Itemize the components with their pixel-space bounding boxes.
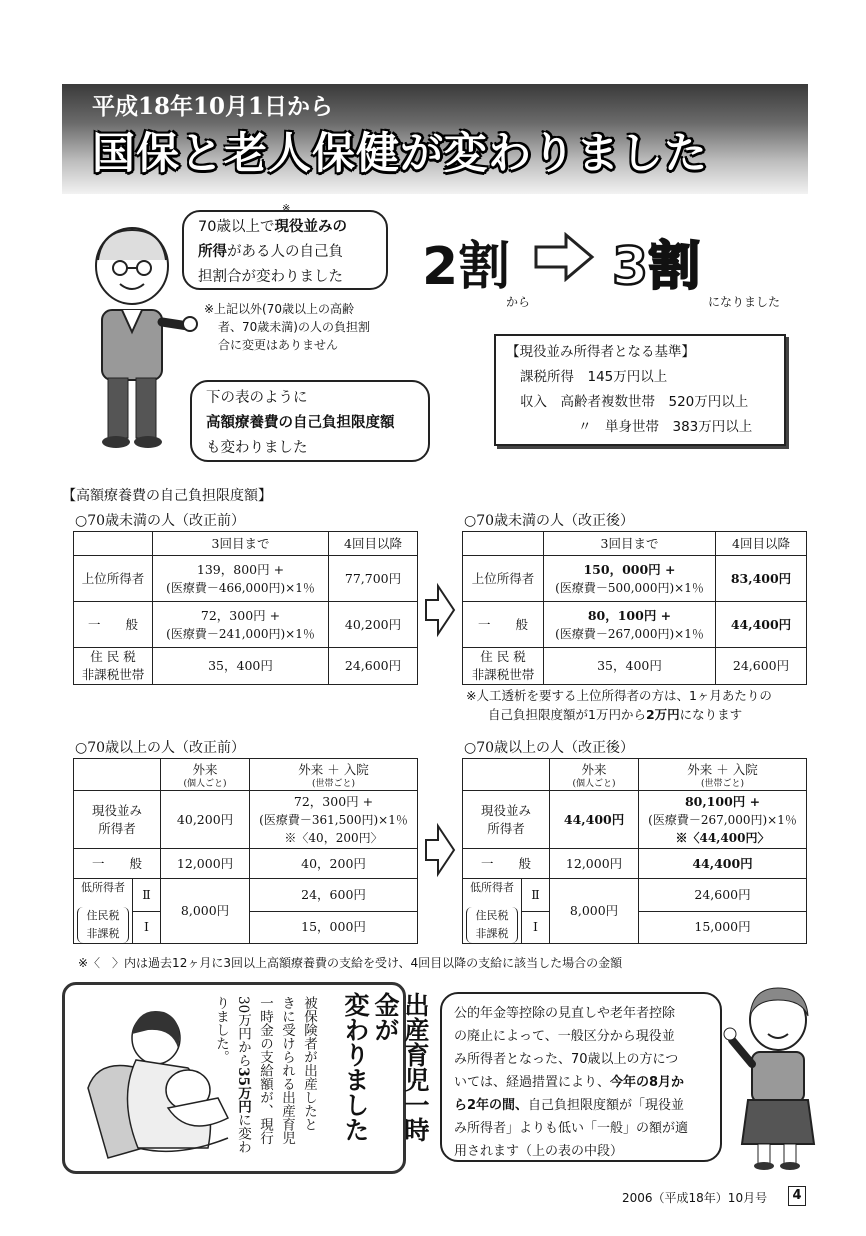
- table-header: 外来: [581, 761, 607, 777]
- table-footnote: ※〈 〉内は過去12ヶ月に3回以上高額療養費の支給を受け、4回目以降の支給に該当した場合の金額: [78, 956, 623, 970]
- cell: 8,000円: [161, 879, 250, 944]
- speech-bubble-table: [190, 380, 430, 462]
- bubble3-text: 今年の8月か: [610, 1075, 685, 1090]
- speech-bubble-transitional: [440, 992, 722, 1162]
- childbirth-text-col: 一時金の支給額が、現行: [257, 996, 273, 1145]
- row-label: 住 民 税: [480, 649, 526, 664]
- cell: 80，100円 +: [587, 607, 672, 623]
- note-other-ages: [204, 300, 370, 354]
- cell: 40,200円: [329, 602, 418, 648]
- cell: 77,700円: [329, 556, 418, 602]
- childbirth-text: 35万円: [235, 1067, 251, 1113]
- criteria-value: 383万円以上: [672, 419, 753, 435]
- ratio-from: 2割: [422, 237, 511, 297]
- note-line: 合に変更はありません: [218, 338, 339, 352]
- cell: 8,000円: [550, 879, 639, 944]
- table-over70-before: [73, 758, 418, 944]
- speech-bubble-ratio: [182, 210, 388, 290]
- table-caption-over70-before: ○70歳以上の人（改正前）: [75, 740, 246, 756]
- row-label: Ⅱ: [522, 879, 550, 912]
- cell: (医療費－241,000円)×1％: [166, 626, 315, 641]
- bubble3-line: 用されます（上の表の中段）: [454, 1144, 624, 1159]
- row-label: 現役並み: [92, 802, 143, 818]
- bubble1-text-b: 現役並みの: [274, 219, 347, 235]
- cell: (医療費－361,500円)×1％: [259, 812, 408, 827]
- row-label: 所得者: [98, 820, 136, 836]
- criteria-label: 〃: [578, 419, 592, 435]
- row-label: Ⅰ: [133, 911, 161, 944]
- table-header: (世帯ごと): [701, 778, 745, 789]
- bubble3-line: の廃止によって、一般区分から現役並: [454, 1029, 675, 1044]
- cell: 15，000円: [250, 911, 418, 944]
- row-label: Ⅱ: [133, 879, 161, 912]
- table-header: 3回目まで: [153, 532, 329, 556]
- row-label: 一 般: [463, 849, 550, 879]
- page-title: 国保と老人保健が変わりました: [92, 129, 708, 179]
- row-label: 非課税世帯: [81, 667, 145, 682]
- table-header: 3回目まで: [544, 532, 716, 556]
- cell: 12,000円: [161, 849, 250, 879]
- note-mark: ※: [282, 203, 291, 214]
- bubble1-text-a: 70歳以上で: [198, 219, 275, 235]
- cell: (医療費－466,000円)×1％: [166, 580, 315, 595]
- row-label: 非課税: [86, 927, 120, 940]
- row-label: 上位所得者: [74, 556, 153, 602]
- row-label: 非課税: [475, 927, 509, 940]
- criteria-label: 収入: [520, 394, 547, 410]
- row-label: 一 般: [463, 602, 544, 648]
- ratio-from-caption: から: [506, 295, 531, 309]
- criteria-sub: 高齢者複数世帯: [560, 394, 655, 410]
- table-header: 外来 ＋ 入院: [298, 761, 369, 777]
- cell: 24,600円: [716, 648, 807, 685]
- cell: (医療費－267,000円)×1％: [555, 626, 704, 641]
- row-label: 住民税: [86, 909, 120, 922]
- ratio-to: 3割: [612, 237, 701, 297]
- cell: 35，400円: [544, 648, 716, 685]
- childbirth-text: 30万円から: [235, 996, 251, 1068]
- table-under70-before: [73, 531, 418, 685]
- arrow-right-icon: [424, 582, 456, 638]
- childbirth-text-col: きに受けられる出産育児: [279, 996, 295, 1145]
- header-subtitle: 平成18年10月1日から: [92, 93, 334, 120]
- cell: (医療費－500,000円)×1％: [555, 580, 704, 595]
- note-line: 者、70歳未満)の人の負担割: [218, 320, 370, 334]
- bubble1-text-e: 担割合が変わりました: [198, 269, 343, 285]
- criteria-sub: 単身世帯: [605, 419, 659, 435]
- cell: 24，600円: [250, 879, 418, 912]
- table-header: (個人ごと): [572, 778, 616, 789]
- row-label: 非課税世帯: [471, 667, 535, 682]
- childbirth-title: [340, 992, 430, 1162]
- criteria-label: 課税所得: [520, 369, 574, 385]
- table-header: 外来: [192, 761, 218, 777]
- cell: 15,000円: [639, 911, 807, 944]
- table-header: 4回目以降: [329, 532, 418, 556]
- ratio-to-caption: になりました: [708, 295, 781, 309]
- arrow-right-icon: [534, 232, 596, 282]
- bubble3-text: 自己負担限度額が「現役並: [528, 1098, 685, 1113]
- bubble3-line: み所得者となった、70歳以上の方につ: [454, 1052, 679, 1067]
- bubble1-text-c: 所得: [198, 244, 227, 260]
- table-header: 外来 ＋ 入院: [687, 761, 758, 777]
- note-text: 2万円: [645, 707, 680, 722]
- row-label: 住民税: [475, 909, 509, 922]
- cell: 80,100円 +: [684, 793, 761, 809]
- criteria-value: 520万円以上: [668, 394, 749, 410]
- childbirth-text: に変わ: [235, 1112, 251, 1154]
- childbirth-text-col: りました。: [213, 996, 229, 1064]
- row-label: 低所得者: [81, 881, 125, 894]
- criteria-box: [494, 334, 786, 446]
- arrow-right-icon: [424, 822, 456, 878]
- cell: ※〈44,400円〉: [675, 830, 770, 845]
- bubble2-text-c: も変わりました: [206, 440, 308, 456]
- table-header: (世帯ごと): [312, 778, 356, 789]
- cell: ※〈40，200円〉: [284, 830, 383, 845]
- issue-label: 2006（平成18年）10月号: [622, 1191, 768, 1205]
- childbirth-title-line: 出産育児一時金が: [371, 992, 430, 1142]
- row-label: 所得者: [487, 820, 525, 836]
- note-text: になります: [679, 707, 743, 722]
- bubble3-text: ら2年の間、: [454, 1098, 529, 1113]
- table-over70-after: [462, 758, 807, 944]
- table-header: (個人ごと): [183, 778, 227, 789]
- row-label: 現役並み: [481, 802, 532, 818]
- cell: 83,400円: [716, 556, 807, 602]
- cell: 44,400円: [639, 849, 807, 879]
- row-label: 一 般: [74, 849, 161, 879]
- table-caption-over70-after: ○70歳以上の人（改正後）: [464, 740, 635, 756]
- childbirth-text-col: 被保険者が出産したと: [301, 996, 317, 1131]
- cell: 139，800円 +: [196, 561, 285, 577]
- cell: 150，000円 +: [583, 561, 676, 577]
- table-caption-under70-after: ○70歳未満の人（改正後）: [464, 513, 635, 529]
- cell: 44,400円: [716, 602, 807, 648]
- bubble1-text-d: がある人の自己負: [227, 244, 343, 260]
- cell: 24,600円: [639, 879, 807, 912]
- bubble2-text-a: 下の表のように: [206, 390, 308, 406]
- cell: 40，200円: [250, 849, 418, 879]
- cell: (医療費－267,000円)×1％: [648, 812, 797, 827]
- childbirth-title-line: 変わりました: [341, 992, 370, 1142]
- cell: 40,200円: [161, 791, 250, 849]
- table-caption-under70-before: ○70歳未満の人（改正前）: [75, 513, 246, 529]
- cell: 35，400円: [153, 648, 329, 685]
- elderly-woman-illustration: [722, 982, 822, 1174]
- cell: 72，300円 +: [200, 607, 281, 623]
- table-header: 4回目以降: [716, 532, 807, 556]
- row-label: 低所得者: [470, 881, 514, 894]
- childbirth-text: [210, 996, 320, 1166]
- note-line: ※上記以外(70歳以上の高齢: [204, 302, 355, 316]
- row-label: 住 民 税: [90, 649, 136, 664]
- bubble3-line: み所得者」よりも低い「一般」の額が適: [454, 1121, 689, 1136]
- cell: 24,600円: [329, 648, 418, 685]
- bubble3-line: 公的年金等控除の見直しや老年者控除: [454, 1006, 676, 1021]
- bubble2-text-b: 高額療養費の自己負担限度額: [206, 415, 395, 431]
- row-label: 一 般: [74, 602, 153, 648]
- cell: 12,000円: [550, 849, 639, 879]
- row-label: Ⅰ: [522, 911, 550, 944]
- note-line: ※人工透析を要する上位所得者の方は、1ヶ月あたりの: [466, 688, 772, 703]
- cell: 72，300円 +: [293, 793, 374, 809]
- cell: 44,400円: [550, 791, 639, 849]
- section-title: 【高額療養費の自己負担限度額】: [62, 488, 272, 504]
- table-under70-after: [462, 531, 807, 685]
- note-text: 自己負担限度額が1万円から: [488, 707, 646, 722]
- row-label: 上位所得者: [463, 556, 544, 602]
- criteria-title: 【現役並み所得者となる基準】: [506, 344, 695, 360]
- page-number: 4: [788, 1186, 806, 1206]
- criteria-value: 145万円以上: [587, 369, 668, 385]
- dialysis-note: [466, 686, 772, 724]
- bubble3-text: いては、経過措置により、: [454, 1075, 611, 1090]
